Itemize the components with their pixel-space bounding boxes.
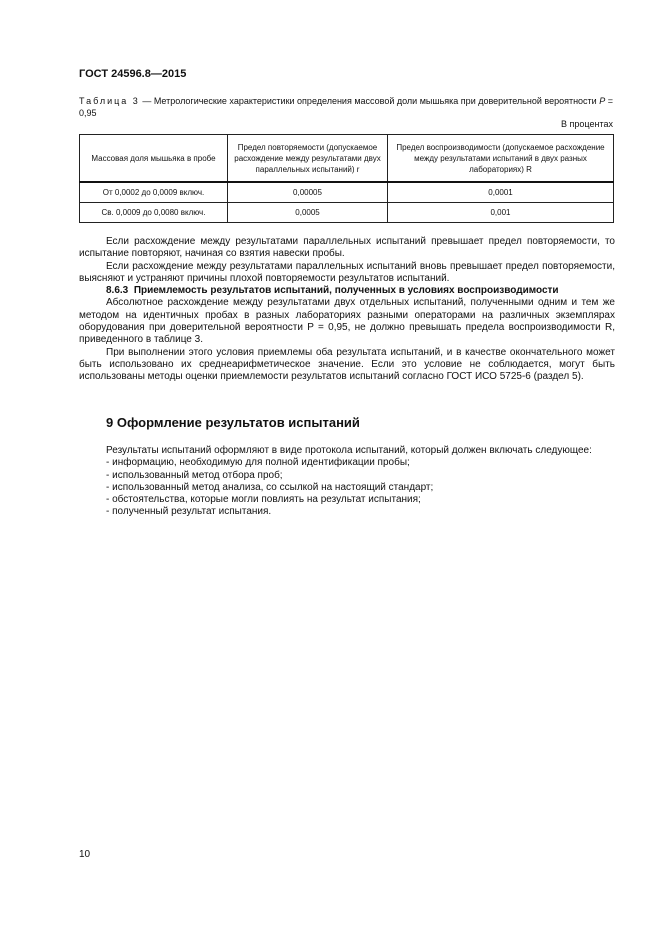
table-cell: 0,0005 xyxy=(228,203,388,223)
paragraph: Если расхождение между результатами параллельных испытаний вновь превышает предел повторяемости, выясняют и устраняют причины плохой повторяемости результатов испытаний. xyxy=(79,260,615,284)
subsection-number: 8.6.3 xyxy=(106,285,129,297)
paragraph: Абсолютное расхождение между результатами двух отдельных испытаний, полученными одним и тем же методом на идентичных пробах в разных лабораториях разными операторами на различных экземплярах оборудования при доверительной вероятности P = 0,95, не должно превышать предела воспроизводимости R, приведенного в таблице 3. xyxy=(79,297,615,346)
table-header-cell: Предел воспроизводимости (допускаемое расхождение между результатами испытаний в двух разных лабораториях) R xyxy=(388,135,614,183)
subsection-heading xyxy=(79,285,615,297)
list-item: - информацию, необходимую для полной идентификации пробы; xyxy=(106,457,410,469)
page-number: 10 xyxy=(79,849,91,860)
table-cell: 0,001 xyxy=(388,203,614,223)
table-caption-symbol: P xyxy=(599,96,606,106)
table-caption-value: = 0,95 xyxy=(79,96,614,118)
body-text-block xyxy=(79,236,615,384)
table-caption-text: — Метрологические характеристики определения массовой доли мышьяка при доверительной вероятности xyxy=(139,96,600,106)
table-header-cell: Предел повторяемости (допускаемое расхождение между результатами двух параллельных испытаний) r xyxy=(228,135,388,183)
table-header-cell: Массовая доля мышьяка в пробе xyxy=(80,135,228,183)
requirements-list xyxy=(79,457,615,518)
metrology-table xyxy=(79,134,614,223)
table-caption xyxy=(79,95,613,119)
subsection-title: Приемлемость результатов испытаний, полученных в условиях воспроизводимости xyxy=(133,285,559,297)
section-body xyxy=(79,445,615,519)
paragraph: Если расхождение между результатами параллельных испытаний превышает предел повторяемости, то испытание повторяют, начиная со взятия навески пробы. xyxy=(79,236,615,260)
paragraph: При выполнении этого условия приемлемы оба результата испытаний, и в качестве окончательного может быть использовано их среднеарифметическое значение. Если это условие не соблюдается, могут быть использованы методы оценки приемлемости результатов испытаний согласно ГОСТ ИСО 5725-6 (раздел 5). xyxy=(79,346,615,383)
document-header: ГОСТ 24596.8—2015 xyxy=(79,68,187,80)
list-item: - использованный метод анализа, со ссылкой на настоящий стандарт; xyxy=(106,481,434,493)
paragraph: Результаты испытаний оформляют в виде протокола испытаний, который должен включать следующее: xyxy=(106,445,592,456)
table-cell: 0,0001 xyxy=(388,182,614,203)
table-cell: От 0,0002 до 0,0009 включ. xyxy=(80,182,228,203)
table-caption-prefix: Таблица 3 xyxy=(79,96,140,106)
section-heading: 9 Оформление результатов испытаний xyxy=(106,415,360,430)
table-header-row xyxy=(80,135,614,183)
list-item: - обстоятельства, которые могли повлиять на результат испытания; xyxy=(106,494,421,506)
table-row xyxy=(80,203,614,223)
table-cell: 0,00005 xyxy=(228,182,388,203)
table-cell: Св. 0,0009 до 0,0080 включ. xyxy=(80,203,228,223)
table-row xyxy=(80,182,614,203)
list-item: - полученный результат испытания. xyxy=(106,506,272,518)
list-item: - использованный метод отбора проб; xyxy=(106,469,283,481)
table-units: В процентах xyxy=(561,119,613,129)
